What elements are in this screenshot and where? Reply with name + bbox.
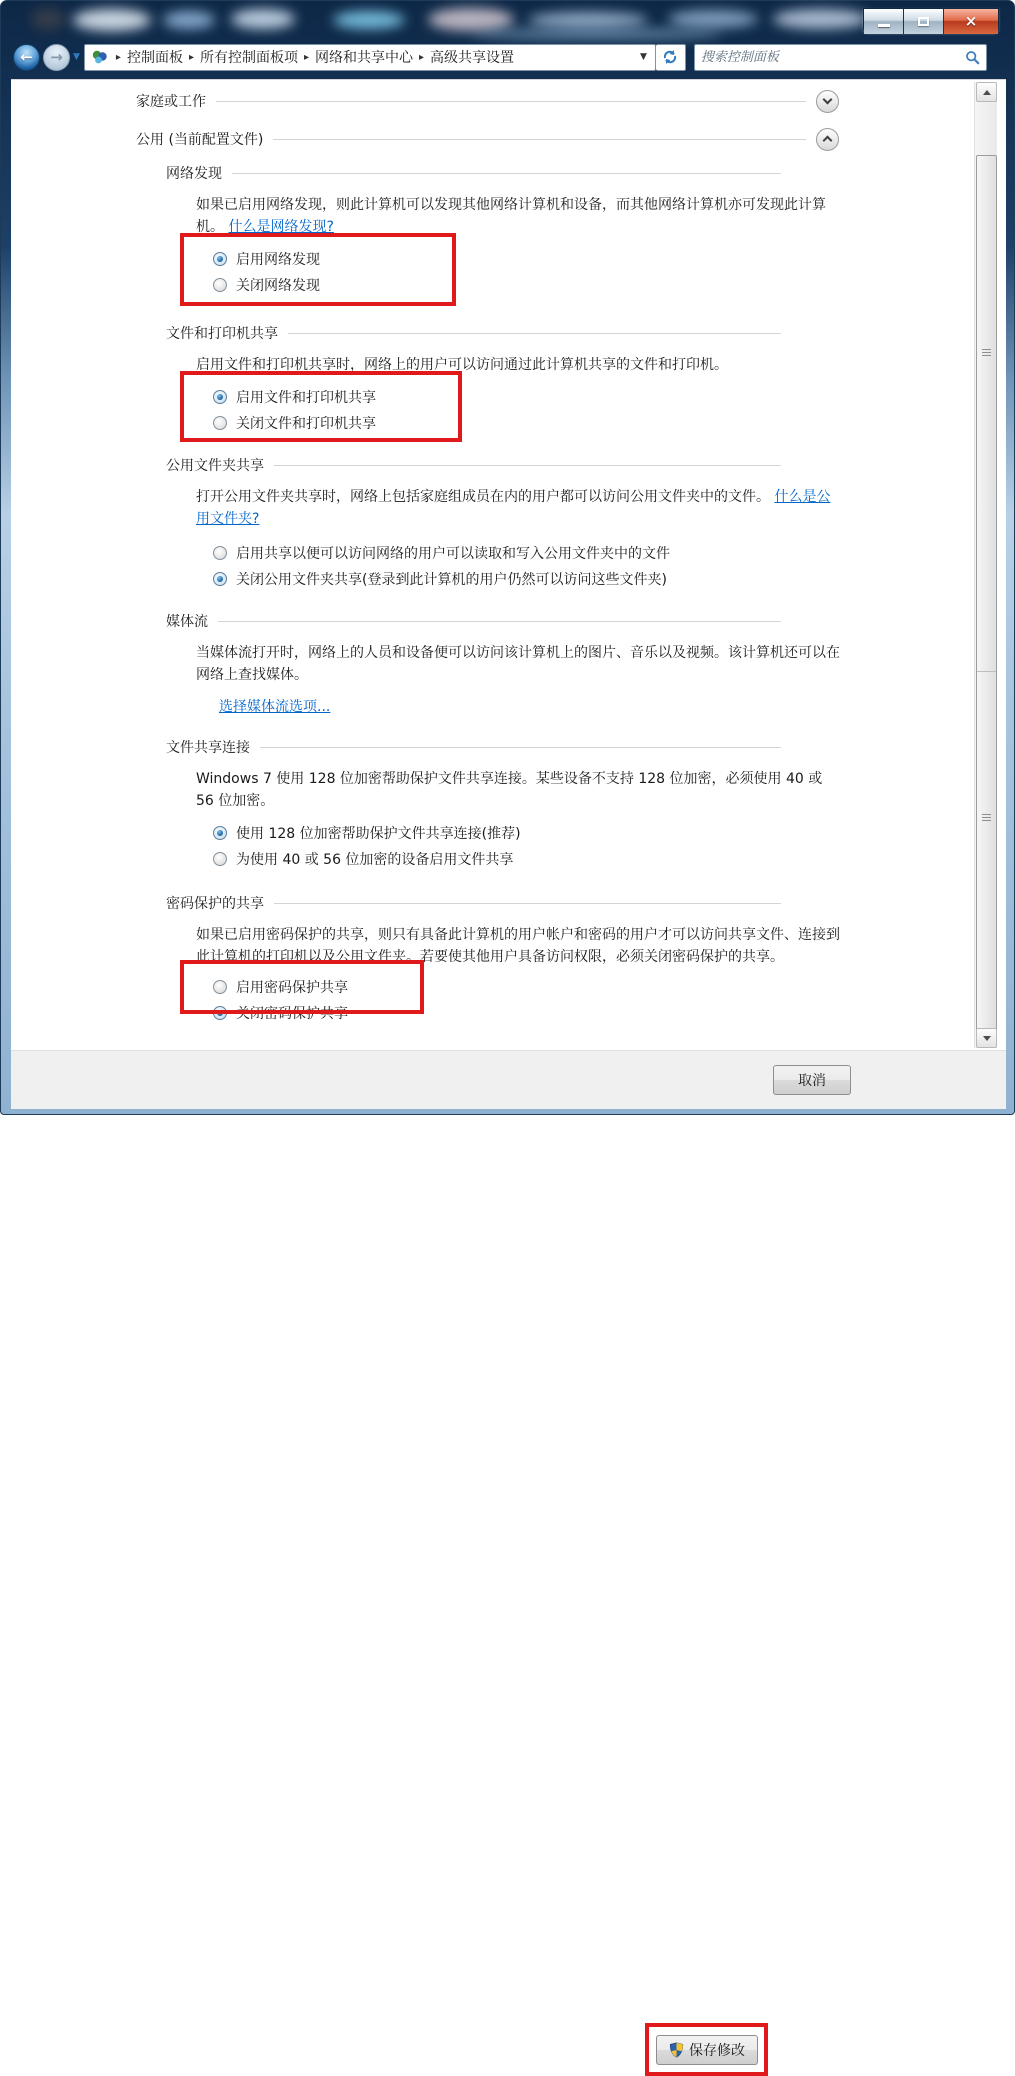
- radio-button[interactable]: [213, 826, 227, 840]
- forward-arrow-icon: →: [50, 48, 63, 66]
- radio-button[interactable]: [213, 1006, 227, 1020]
- address-dropdown-icon[interactable]: ▼: [640, 52, 647, 62]
- network-discovery-options: [213, 246, 1006, 298]
- divider-line: [274, 465, 781, 466]
- vertical-scrollbar[interactable]: [974, 82, 997, 1048]
- radio-label: 启用密码保护共享: [236, 980, 348, 996]
- scrollbar-grip: [982, 349, 991, 357]
- divider-line: [288, 333, 781, 334]
- scrollbar-thumb[interactable]: [976, 155, 997, 1032]
- blurred-title-blob: [31, 8, 65, 30]
- save-changes-button[interactable]: [656, 2035, 758, 2065]
- radio-button[interactable]: [213, 546, 227, 560]
- search-input[interactable]: [701, 50, 965, 65]
- blurred-title-blob: [773, 9, 868, 29]
- section-password-protected-sharing: [166, 892, 1006, 1026]
- radio-button[interactable]: [213, 278, 227, 292]
- uac-shield-icon: [669, 2042, 684, 2058]
- address-bar[interactable]: [84, 44, 656, 71]
- section-title: 公用文件夹共享: [166, 458, 264, 474]
- section-title: 文件共享连接: [166, 740, 250, 756]
- choose-media-streaming-options-link[interactable]: 选择媒体流选项...: [219, 699, 331, 715]
- breadcrumb-separator-icon: ▸: [115, 51, 121, 63]
- save-button-label: 保存修改: [689, 2043, 745, 2059]
- blurred-title-blob: [428, 8, 514, 31]
- maximize-icon: [918, 17, 929, 26]
- network-icon: [91, 49, 108, 65]
- scrollbar-grip: [982, 814, 991, 822]
- section-network-discovery: [166, 162, 1006, 298]
- radio-option[interactable]: [213, 566, 1006, 592]
- radio-option[interactable]: [213, 540, 1006, 566]
- blurred-menubar-blob: [473, 28, 723, 40]
- description-text: 当媒体流打开时，网络上的人员和设备便可以访问该计算机上的图片、音乐以及视频。该计算机还可以在网络上查找媒体。: [196, 645, 840, 683]
- close-button[interactable]: [944, 9, 998, 34]
- radio-label: 启用文件和打印机共享: [236, 390, 376, 406]
- chevron-up-icon: [823, 136, 833, 146]
- back-arrow-icon: ←: [20, 48, 33, 66]
- radio-option[interactable]: [213, 1000, 1006, 1026]
- forward-button[interactable]: [43, 44, 70, 71]
- divider-line: [216, 101, 806, 102]
- breadcrumb-advanced-sharing[interactable]: 高级共享设置: [430, 50, 515, 66]
- refresh-button[interactable]: [656, 44, 686, 71]
- blurred-title-blob: [163, 11, 215, 29]
- search-box[interactable]: [694, 44, 987, 71]
- divider-line: [218, 621, 781, 622]
- section-title: 密码保护的共享: [166, 896, 264, 912]
- cancel-button[interactable]: [773, 1065, 851, 1095]
- radio-label: 关闭密码保护共享: [236, 1006, 348, 1022]
- profile-public-current: [136, 126, 839, 152]
- radio-button[interactable]: [213, 252, 227, 266]
- divider-line: [273, 139, 806, 140]
- radio-button[interactable]: [213, 416, 227, 430]
- radio-option[interactable]: [213, 272, 1006, 298]
- section-file-sharing-connections: [166, 736, 1006, 872]
- search-icon: [965, 50, 980, 65]
- radio-button[interactable]: [213, 980, 227, 994]
- collapse-public-button[interactable]: [816, 128, 839, 151]
- blurred-title-blob: [668, 10, 758, 28]
- password-sharing-options: [213, 974, 1006, 1026]
- section-media-streaming: [166, 610, 1006, 718]
- section-description: [196, 768, 844, 812]
- description-text: 如果已启用密码保护的共享，则只有具备此计算机的用户帐户和密码的用户才可以访问共享文件、连接到此计算机的打印机以及公用文件夹。若要使其他用户具备访问权限，必须关闭密码保护的共享。: [196, 927, 840, 965]
- section-title: 媒体流: [166, 614, 208, 630]
- minimize-icon: [878, 24, 890, 27]
- settings-content-area: [11, 79, 1006, 2059]
- minimize-button[interactable]: [864, 9, 904, 34]
- blurred-title-blob: [73, 9, 151, 31]
- section-title: 网络发现: [166, 166, 222, 182]
- divider-line: [260, 747, 781, 748]
- radio-option[interactable]: [213, 846, 1006, 872]
- scroll-up-icon: [983, 90, 991, 95]
- profile-home-or-work: [136, 88, 839, 114]
- radio-option[interactable]: [213, 384, 1006, 410]
- section-description: [196, 194, 844, 238]
- encryption-options: [213, 820, 1006, 872]
- radio-button[interactable]: [213, 390, 227, 404]
- section-description: [196, 486, 844, 530]
- radio-label: 关闭公用文件夹共享(登录到此计算机的用户仍然可以访问这些文件夹): [236, 572, 667, 588]
- blurred-title-blob: [231, 9, 295, 29]
- radio-label: 启用共享以便可以访问网络的用户可以读取和写入公用文件夹中的文件: [236, 546, 670, 562]
- section-title: 文件和打印机共享: [166, 326, 278, 342]
- cancel-button-label: 取消: [798, 1073, 826, 1089]
- close-icon: ×: [964, 12, 978, 30]
- breadcrumb-separator-icon: ▸: [303, 51, 310, 63]
- breadcrumb-all-items[interactable]: 所有控制面板项: [199, 50, 298, 66]
- breadcrumb-separator-icon: ▸: [188, 51, 194, 63]
- public-folder-options: [213, 540, 1006, 592]
- radio-label: 关闭网络发现: [236, 278, 320, 294]
- breadcrumb-control-panel[interactable]: 控制面板: [126, 50, 183, 66]
- refresh-icon: [662, 49, 678, 65]
- description-text: Windows 7 使用 128 位加密帮助保护文件共享连接。某些设备不支持 128 位加密，必须使用 40 或 56 位加密。: [196, 771, 823, 809]
- section-file-printer-sharing: [166, 322, 1006, 436]
- description-text: 打开公用文件夹共享时，网络上包括家庭组成员在内的用户都可以访问公用文件夹中的文件。: [196, 489, 770, 505]
- section-public-folder-sharing: [166, 454, 1006, 592]
- radio-label: 关闭文件和打印机共享: [236, 416, 376, 432]
- title-bar: [3, 2, 1014, 39]
- what-is-public-folder-link[interactable]: 什么是公用文件夹?: [196, 489, 831, 527]
- radio-option[interactable]: [213, 820, 1006, 846]
- description-text: 启用文件和打印机共享时，网络上的用户可以访问通过此计算机共享的文件和打印机。: [196, 357, 728, 373]
- divider-line: [274, 903, 781, 904]
- scroll-down-button[interactable]: [976, 1028, 997, 1048]
- breadcrumb-separator-icon: ▸: [419, 51, 425, 63]
- radio-option[interactable]: [213, 410, 1006, 436]
- description-text: 如果已启用网络发现，则此计算机可以发现其他网络计算机和设备，而其他网络计算机亦可发现此计算机。: [196, 197, 826, 235]
- scrollbar-seam: [977, 671, 996, 672]
- back-button[interactable]: [13, 44, 40, 71]
- file-printer-sharing-options: [213, 384, 1006, 436]
- radio-label: 为使用 40 或 56 位加密的设备启用文件共享: [236, 852, 514, 868]
- section-description: [196, 354, 844, 376]
- radio-option[interactable]: [213, 246, 1006, 272]
- profile-label: 公用 (当前配置文件): [136, 132, 264, 148]
- scroll-up-button[interactable]: [976, 82, 997, 102]
- blurred-title-blob: [333, 11, 405, 29]
- maximize-button[interactable]: [904, 9, 944, 34]
- what-is-network-discovery-link[interactable]: 什么是网络发现?: [228, 219, 334, 235]
- radio-label: 启用网络发现: [236, 252, 320, 268]
- section-description: [196, 642, 844, 686]
- footer-bar: [11, 1050, 1006, 2059]
- radio-option[interactable]: [213, 974, 1006, 1000]
- section-description: [196, 924, 844, 968]
- navigation-bar: [11, 41, 1006, 73]
- radio-button[interactable]: [213, 572, 227, 586]
- blurred-title-blob: [528, 12, 648, 28]
- recent-pages-dropdown[interactable]: ▼: [73, 52, 80, 62]
- scroll-down-icon: [983, 1036, 991, 1041]
- profile-label: 家庭或工作: [136, 94, 206, 110]
- caption-button-group: [863, 8, 999, 33]
- breadcrumb-network-sharing-center[interactable]: 网络和共享中心: [315, 50, 414, 66]
- chevron-down-icon: [823, 95, 833, 105]
- divider-line: [232, 173, 781, 174]
- expand-home-work-button[interactable]: [816, 90, 839, 113]
- radio-button[interactable]: [213, 852, 227, 866]
- radio-label: 使用 128 位加密帮助保护文件共享连接(推荐): [236, 826, 521, 842]
